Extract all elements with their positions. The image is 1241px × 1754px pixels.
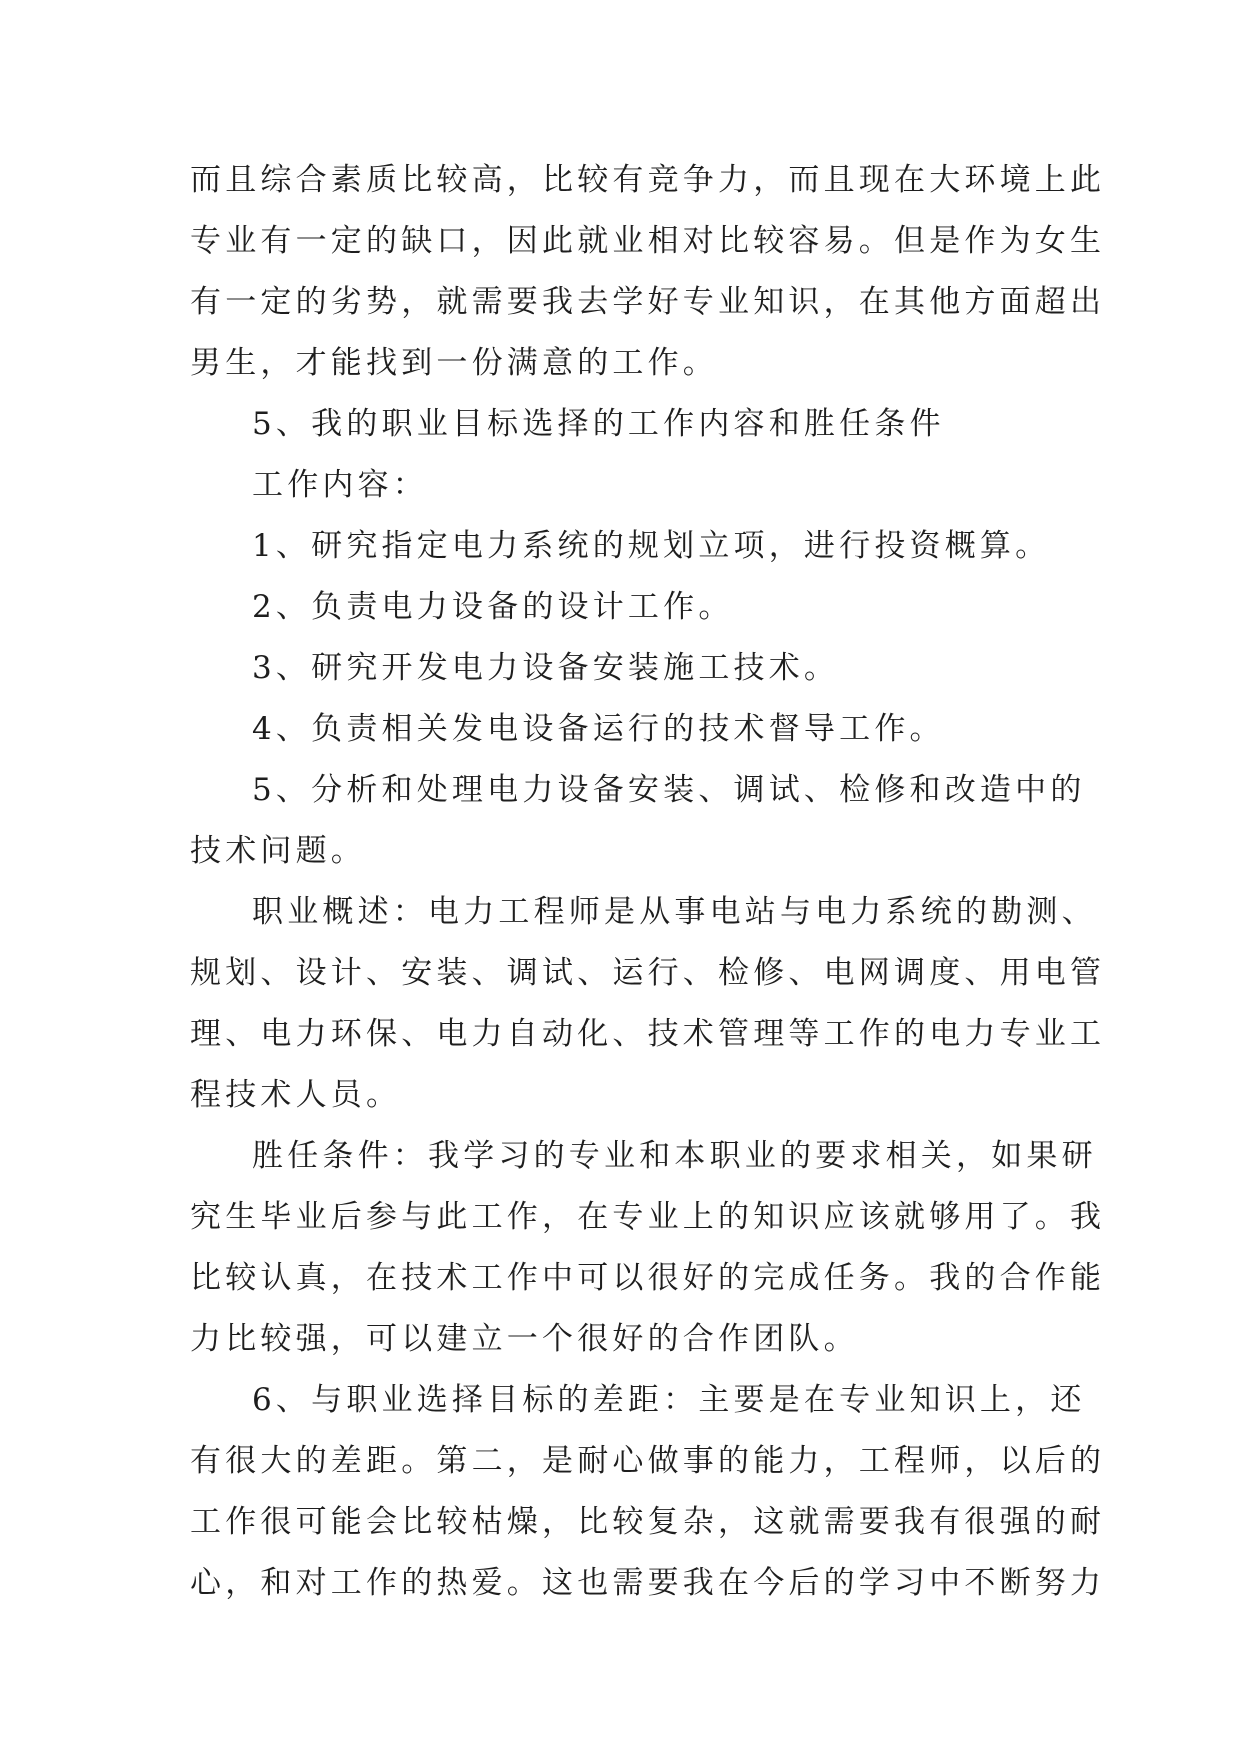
list-item: 5、分析和处理电力设备安装、调试、检修和改造中的 (252, 772, 1086, 808)
section-heading: 5、我的职业目标选择的工作内容和胜任条件 (252, 406, 945, 442)
text-line: 工作很可能会比较枯燥，比较复杂，这就需要我有很强的耐 (190, 1504, 1106, 1540)
list-item: 3、研究开发电力设备安装施工技术。 (252, 650, 840, 686)
body-text (190, 150, 1106, 1614)
list-item: 1、研究指定电力系统的规划立项，进行投资概算。 (252, 528, 1051, 564)
text-line: 心，和对工作的热爱。这也需要我在今后的学习中不断努力 (190, 1565, 1106, 1601)
paragraph-start: 胜任条件：我学习的专业和本职业的要求相关，如果研 (252, 1138, 1097, 1174)
text-line: 而且综合素质比较高，比较有竞争力，而且现在大环境上此 (190, 162, 1106, 198)
paragraph-start: 6、与职业选择目标的差距：主要是在专业知识上，还 (252, 1382, 1086, 1418)
text-line: 规划、设计、安装、调试、运行、检修、电网调度、用电管 (190, 955, 1106, 991)
text-line: 有很大的差距。第二，是耐心做事的能力，工程师，以后的 (190, 1443, 1106, 1479)
text-line: 男生，才能找到一份满意的工作。 (190, 345, 718, 381)
list-item: 4、负责相关发电设备运行的技术督导工作。 (252, 711, 945, 747)
text-line: 力比较强，可以建立一个很好的合作团队。 (190, 1321, 859, 1357)
text-line: 比较认真，在技术工作中可以很好的完成任务。我的合作能 (190, 1260, 1106, 1296)
subheading: 工作内容： (252, 467, 428, 503)
text-line: 究生毕业后参与此工作，在专业上的知识应该就够用了。我 (190, 1199, 1106, 1235)
text-line: 技术问题。 (190, 833, 366, 869)
text-line: 专业有一定的缺口，因此就业相对比较容易。但是作为女生 (190, 223, 1106, 259)
list-item: 2、负责电力设备的设计工作。 (252, 589, 734, 625)
text-line: 理、电力环保、电力自动化、技术管理等工作的电力专业工 (190, 1016, 1106, 1052)
paragraph-start: 职业概述：电力工程师是从事电站与电力系统的勘测、 (252, 894, 1097, 930)
text-line: 有一定的劣势，就需要我去学好专业知识，在其他方面超出 (190, 284, 1106, 320)
text-line: 程技术人员。 (190, 1077, 402, 1113)
